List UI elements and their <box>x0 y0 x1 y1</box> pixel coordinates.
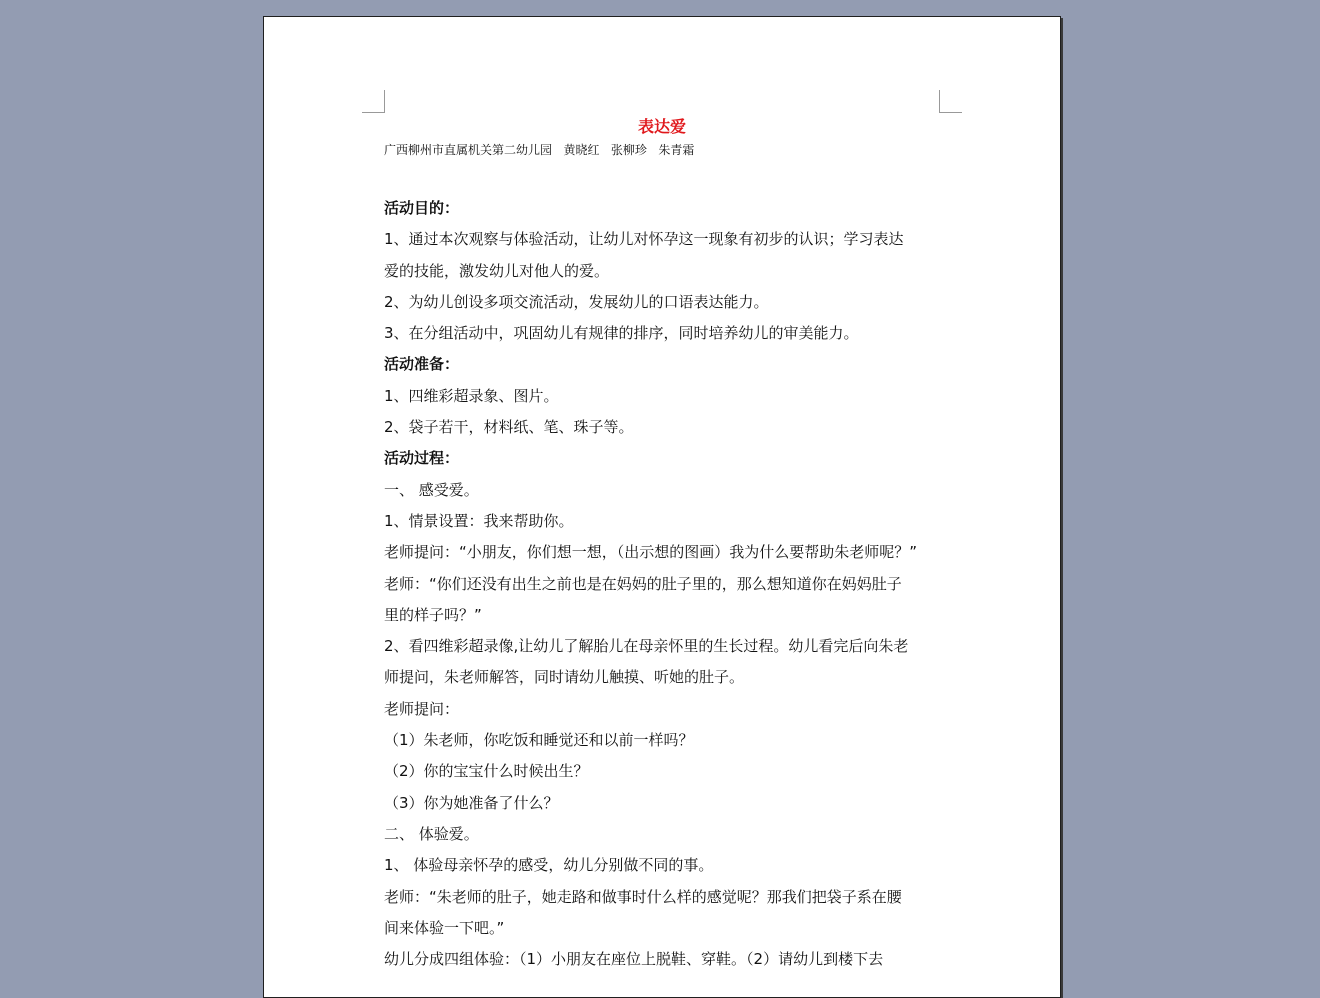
body-line: 3、在分组活动中，巩固幼儿有规律的排序，同时培养幼儿的审美能力。 <box>384 324 859 343</box>
document-page <box>263 16 1061 998</box>
document-title: 表达爱 <box>637 117 686 136</box>
body-line: 1、 体验母亲怀孕的感受，幼儿分别做不同的事。 <box>384 856 714 875</box>
body-line: 1、通过本次观察与体验活动，让幼儿对怀孕这一现象有初步的认识；学习表达 <box>384 230 904 249</box>
body-line: 1、情景设置：我来帮助你。 <box>384 511 574 530</box>
document-body <box>384 193 944 975</box>
body-line: （3）你为她准备了什么？ <box>384 793 559 812</box>
body-line: 爱的技能，激发幼儿对他人的爱。 <box>384 261 610 280</box>
body-line: 1、四维彩超录象、图片。 <box>384 386 559 405</box>
body-line: 2、看四维彩超录像,让幼儿了解胎儿在母亲怀里的生长过程。幼儿看完后向朱老 <box>384 637 909 656</box>
body-line: 二、 体验爱。 <box>384 824 479 843</box>
section-heading: 活动目的： <box>384 199 460 217</box>
section-heading: 活动过程： <box>384 449 460 468</box>
body-line: 老师提问： <box>384 699 460 718</box>
body-line: 老师提问：“小朋友，你们想一想，（出示想的图画）我为什么要帮助朱老师呢？” <box>384 543 918 562</box>
body-line: （1）朱老师，你吃饭和睡觉还和以前一样吗？ <box>384 731 694 750</box>
body-line: 师提问，朱老师解答，同时请幼儿触摸、听她的肚子。 <box>384 668 745 687</box>
body-line: （2）你的宝宝什么时候出生？ <box>384 762 589 781</box>
body-line: 2、袋子若干，材料纸、笔、珠子等。 <box>384 418 634 437</box>
body-line: 老师：“你们还没有出生之前也是在妈妈的肚子里的，那么想知道你在妈妈肚子 <box>384 574 902 593</box>
section-heading: 活动准备： <box>384 355 460 374</box>
body-line: 里的样子吗？” <box>384 605 482 624</box>
body-line: 2、为幼儿创设多项交流活动，发展幼儿的口语表达能力。 <box>384 292 769 311</box>
document-authors: 广西柳州市直属机关第二幼儿园 黄晓红 张柳珍 朱青霜 <box>384 143 695 157</box>
crop-mark-top-left <box>362 90 385 113</box>
body-line: 间来体验一下吧。” <box>384 918 505 937</box>
body-line: 老师：“朱老师的肚子，她走路和做事时什么样的感觉呢？那我们把袋子系在腰 <box>384 887 902 906</box>
crop-mark-top-right <box>939 90 962 113</box>
body-line: 幼儿分成四组体验：（1）小朋友在座位上脱鞋、穿鞋。（2）请幼儿到楼下去 <box>384 950 884 969</box>
body-line: 一、 感受爱。 <box>384 480 479 499</box>
